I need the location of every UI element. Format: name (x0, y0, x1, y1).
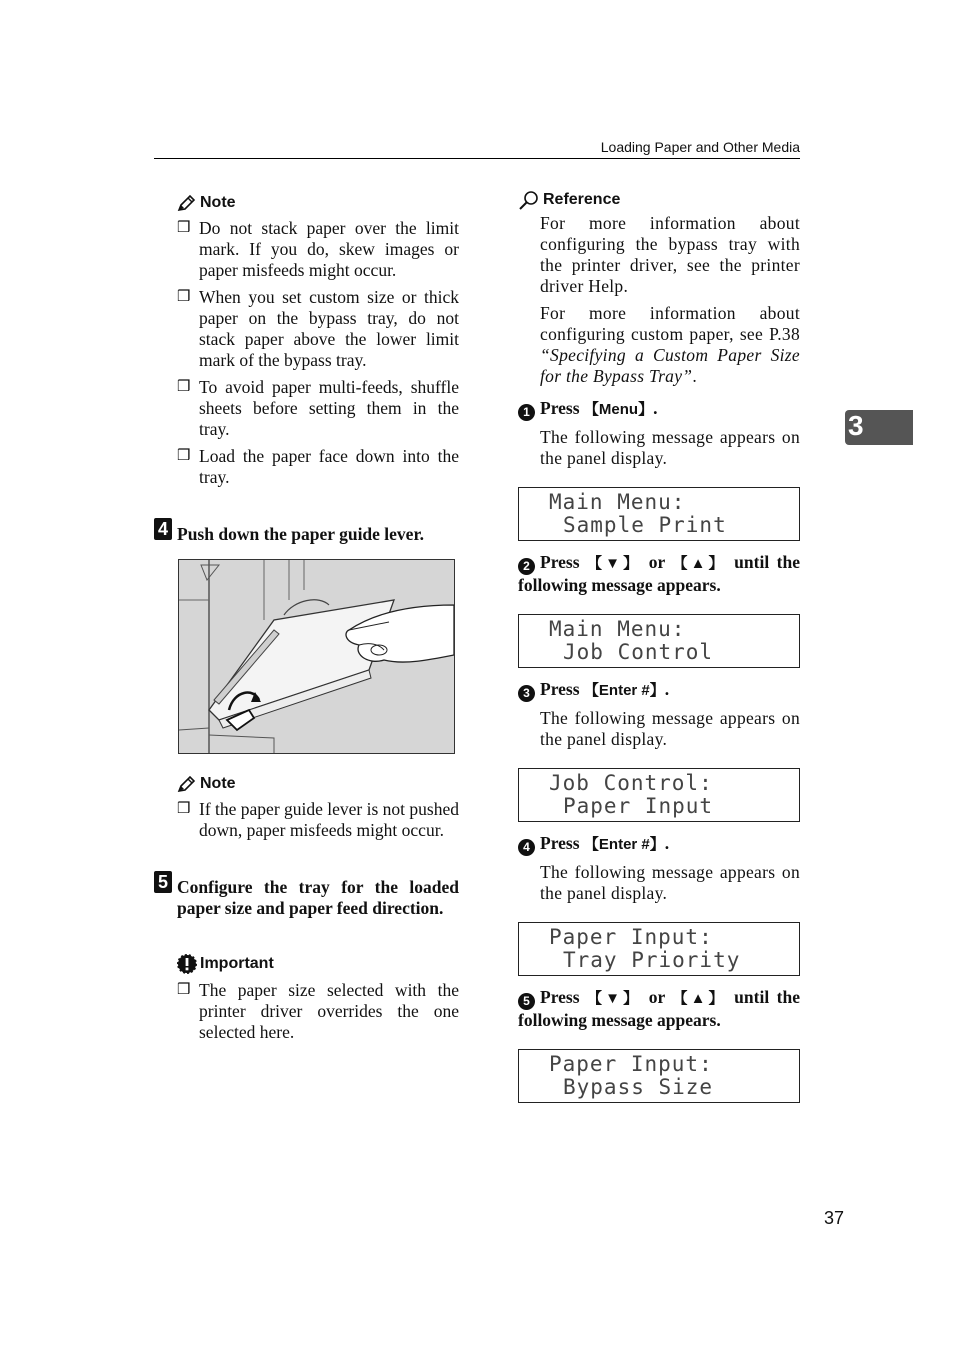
step-text: Push down the paper guide lever. (177, 524, 424, 544)
reference-paragraph: For more information about configuring custom paper, see P.38 “Specifying a Custom Paper Size for the Bypass Tray”. (540, 303, 800, 386)
header-rule (154, 158, 800, 159)
note-item: ❒ Do not stack paper over the limit mark. If you do, skew images or paper misfeeds might occur. (177, 218, 459, 280)
down-key: 【▼】 (587, 555, 642, 572)
step-number: 4 (154, 518, 172, 540)
enter-key: 【Enter #】 (583, 682, 665, 699)
substep-4 (518, 833, 800, 904)
printer-illustration (179, 560, 454, 753)
important-section (177, 954, 459, 1049)
substep-instruction: 3 Press 【Enter #】. (518, 679, 800, 702)
step-text: Configure the tray for the loaded paper size and paper feed direction. (177, 877, 459, 918)
up-key: 【▲】 (672, 990, 727, 1007)
substep-5 (518, 987, 800, 1031)
enter-key: 【Enter #】 (583, 836, 665, 853)
down-key: 【▼】 (587, 990, 642, 1007)
checkbox-icon: ❒ (177, 801, 191, 817)
pencil-icon (177, 194, 197, 212)
lcd-panel: Main Menu: Sample Print (518, 487, 800, 541)
important-item: ❒ The paper size selected with the printer driver overrides the one selected here. (177, 980, 459, 1042)
checkbox-icon: ❒ (177, 289, 191, 305)
reference-section (518, 190, 800, 387)
substep-description: The following message appears on the panel display. (540, 427, 800, 468)
step-circle-icon: 5 (518, 993, 535, 1010)
lcd-panel: Job Control: Paper Input (518, 768, 800, 822)
note-item: ❒ If the paper guide lever is not pushed down, paper misfeeds might occur. (177, 799, 459, 840)
note-section (177, 194, 459, 494)
up-key: 【▲】 (672, 555, 727, 572)
magnifier-icon (518, 190, 540, 210)
reference-label: Reference (518, 190, 800, 210)
important-icon (177, 954, 197, 974)
step-circle-icon: 3 (518, 685, 535, 702)
lcd-panel: Paper Input: Bypass Size (518, 1049, 800, 1103)
substep-instruction: 4 Press 【Enter #】. (518, 833, 800, 856)
substep-instruction: 2 Press 【▼】 or 【▲】 until the following message appears. (518, 552, 801, 595)
menu-key: 【Menu】 (583, 401, 654, 418)
substep-3 (518, 679, 800, 750)
note-item: ❒ Load the paper face down into the tray. (177, 446, 459, 487)
step-4 (154, 518, 459, 545)
lcd-panel: Paper Input: Tray Priority (518, 922, 800, 976)
step-number: 5 (154, 871, 172, 893)
pencil-icon (177, 775, 197, 793)
checkbox-icon: ❒ (177, 982, 191, 998)
note-item: ❒ To avoid paper multi-feeds, shuffle sheets before setting them in the tray. (177, 377, 459, 439)
step-circle-icon: 1 (518, 404, 535, 421)
checkbox-icon: ❒ (177, 220, 191, 236)
page-number: 37 (824, 1208, 845, 1228)
note-section-2 (177, 775, 459, 847)
note-label: Note (177, 194, 459, 212)
step-circle-icon: 4 (518, 839, 535, 856)
step-5 (154, 871, 459, 919)
important-label: Important (177, 954, 459, 974)
note-label: Note (177, 775, 459, 793)
substep-2 (518, 552, 800, 596)
note-item: ❒ When you set custom size or thick paper on the bypass tray, do not stack paper above the lower limit mark of the bypass tray. (177, 287, 459, 370)
reference-link[interactable]: “Specifying a Custom Paper Size for the Bypass Tray” (540, 345, 800, 386)
substep-description: The following message appears on the panel display. (540, 862, 800, 903)
bypass-tray-illustration (178, 559, 455, 754)
checkbox-icon: ❒ (177, 379, 191, 395)
chapter-tab: 3 (845, 410, 913, 445)
substep-description: The following message appears on the panel display. (540, 708, 800, 749)
substep-instruction: 5 Press 【▼】 or 【▲】 until the following message appears. (518, 987, 801, 1030)
lcd-panel: Main Menu: Job Control (518, 614, 800, 668)
step-circle-icon: 2 (518, 558, 535, 575)
running-header: Loading Paper and Other Media (600, 139, 800, 155)
reference-paragraph: For more information about configuring the bypass tray with the printer driver, see the printer driver Help. (540, 213, 800, 296)
checkbox-icon: ❒ (177, 448, 191, 464)
substep-instruction: 1 Press 【Menu】. (518, 398, 800, 421)
substep-1 (518, 398, 800, 469)
